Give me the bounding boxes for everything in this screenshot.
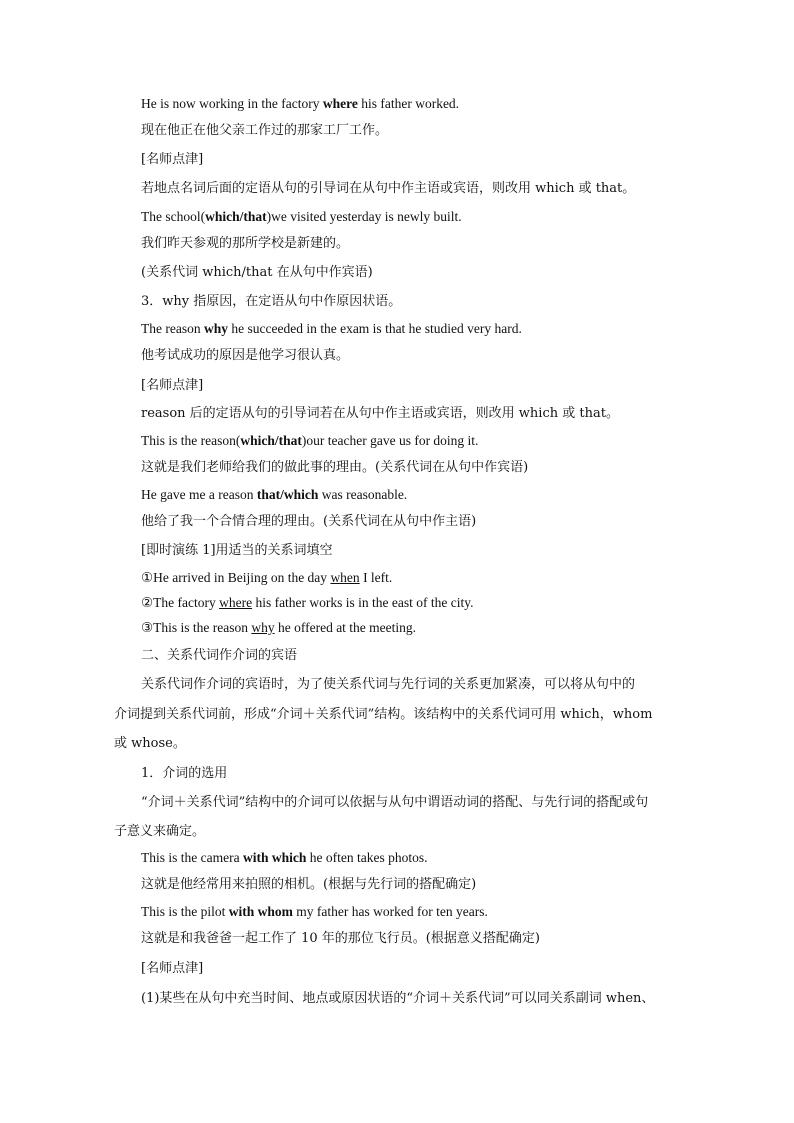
translation: 这就是我们老师给我们的做此事的理由。(关系代词在从句中作宾语) [141, 460, 529, 475]
exercise-item [141, 594, 474, 612]
example-sentence [141, 432, 478, 450]
text-segment: The school( [141, 209, 206, 224]
text-segment: my father has worked for ten years. [292, 904, 488, 919]
keyword-bold: which/that [205, 209, 267, 224]
tip-text: (1)某些在从句中充当时间、地点或原因状语的“介词＋关系代词”可以同关系副词 when、 [141, 991, 655, 1006]
text-segment: This is the reason( [141, 433, 241, 448]
text-segment: ③This is the reason [141, 620, 252, 635]
text-segment: He is now working in the factory [141, 96, 323, 111]
text-segment: )we visited yesterday is newly built. [266, 209, 462, 224]
subsection-heading: 1．介词的选用 [141, 766, 228, 781]
tip-heading: [名师点津] [141, 961, 204, 976]
text-segment: ②The factory [141, 595, 220, 610]
translation: 这就是和我爸爸一起工作了 10 年的那位飞行员。(根据意义搭配确定) [141, 931, 540, 946]
text-segment: The reason [141, 321, 204, 336]
translation: 他考试成功的原因是他学习很认真。 [141, 348, 350, 363]
tip-heading: [名师点津] [141, 152, 204, 167]
text-segment: I left. [359, 570, 393, 585]
paragraph-line: 或 whose。 [114, 736, 186, 751]
note: (关系代词 which/that 在从句中作宾语) [141, 265, 373, 280]
text-segment: he succeeded in the exam is that he studied very hard. [228, 321, 522, 336]
keyword-bold: where [322, 96, 358, 111]
text-segment: ①He arrived in Beijing on the day [141, 570, 331, 585]
tip-text: reason 后的定语从句的引导词若在从句中作主语或宾语，则改用 which 或 that。 [141, 406, 619, 421]
example-sentence [141, 208, 462, 226]
text-segment: he offered at the meeting. [274, 620, 417, 635]
example-sentence [141, 903, 488, 921]
answer-blank: why [251, 620, 275, 635]
keyword-bold: why [203, 321, 228, 336]
paragraph-line: 子意义来确定。 [114, 824, 206, 839]
section-heading: 二、关系代词作介词的宾语 [141, 648, 298, 663]
text-segment: )our teacher gave us for doing it. [301, 433, 479, 448]
text-segment: he often takes photos. [306, 850, 428, 865]
paragraph-line: 介词提到关系代词前，形成“介词＋关系代词”结构。该结构中的关系代词可用 which，whom [114, 707, 653, 722]
example-sentence [141, 320, 522, 338]
text-segment: his father worked. [357, 96, 460, 111]
example-sentence [141, 95, 459, 113]
keyword-bold: that/which [256, 487, 319, 502]
keyword-bold: which/that [240, 433, 302, 448]
answer-blank: when [330, 570, 360, 585]
tip-heading: [名师点津] [141, 378, 204, 393]
translation: 我们昨天参观的那所学校是新建的。 [141, 236, 350, 251]
translation: 现在他正在他父亲工作过的那家工厂工作。 [141, 123, 389, 138]
example-sentence [141, 486, 407, 504]
text-segment: He gave me a reason [141, 487, 257, 502]
text-segment: his father works is in the east of the city. [252, 595, 474, 610]
keyword-bold: with whom [228, 904, 293, 919]
section-point: 3．why 指原因，在定语从句中作原因状语。 [141, 294, 402, 309]
exercise-item [141, 569, 392, 587]
paragraph-line: 关系代词作介词的宾语时，为了使关系代词与先行词的关系更加紧凑，可以将从句中的 [141, 677, 636, 692]
exercise-item [141, 619, 416, 637]
text-segment: This is the camera [141, 850, 243, 865]
translation: 他给了我一个合情合理的理由。(关系代词在从句中作主语) [141, 514, 477, 529]
answer-blank: where [219, 595, 253, 610]
text-segment: was reasonable. [318, 487, 408, 502]
paragraph-line: “介词＋关系代词”结构中的介词可以依据与从句中谓语动词的搭配、与先行词的搭配或句 [141, 795, 649, 810]
translation: 这就是他经常用来拍照的相机。(根据与先行词的搭配确定) [141, 877, 477, 892]
text-segment: This is the pilot [141, 904, 229, 919]
example-sentence [141, 849, 427, 867]
keyword-bold: with which [242, 850, 307, 865]
exercise-heading: [即时演练 1]用适当的关系词填空 [141, 543, 333, 558]
tip-text: 若地点名词后面的定语从句的引导词在从句中作主语或宾语，则改用 which 或 that。 [141, 181, 636, 196]
